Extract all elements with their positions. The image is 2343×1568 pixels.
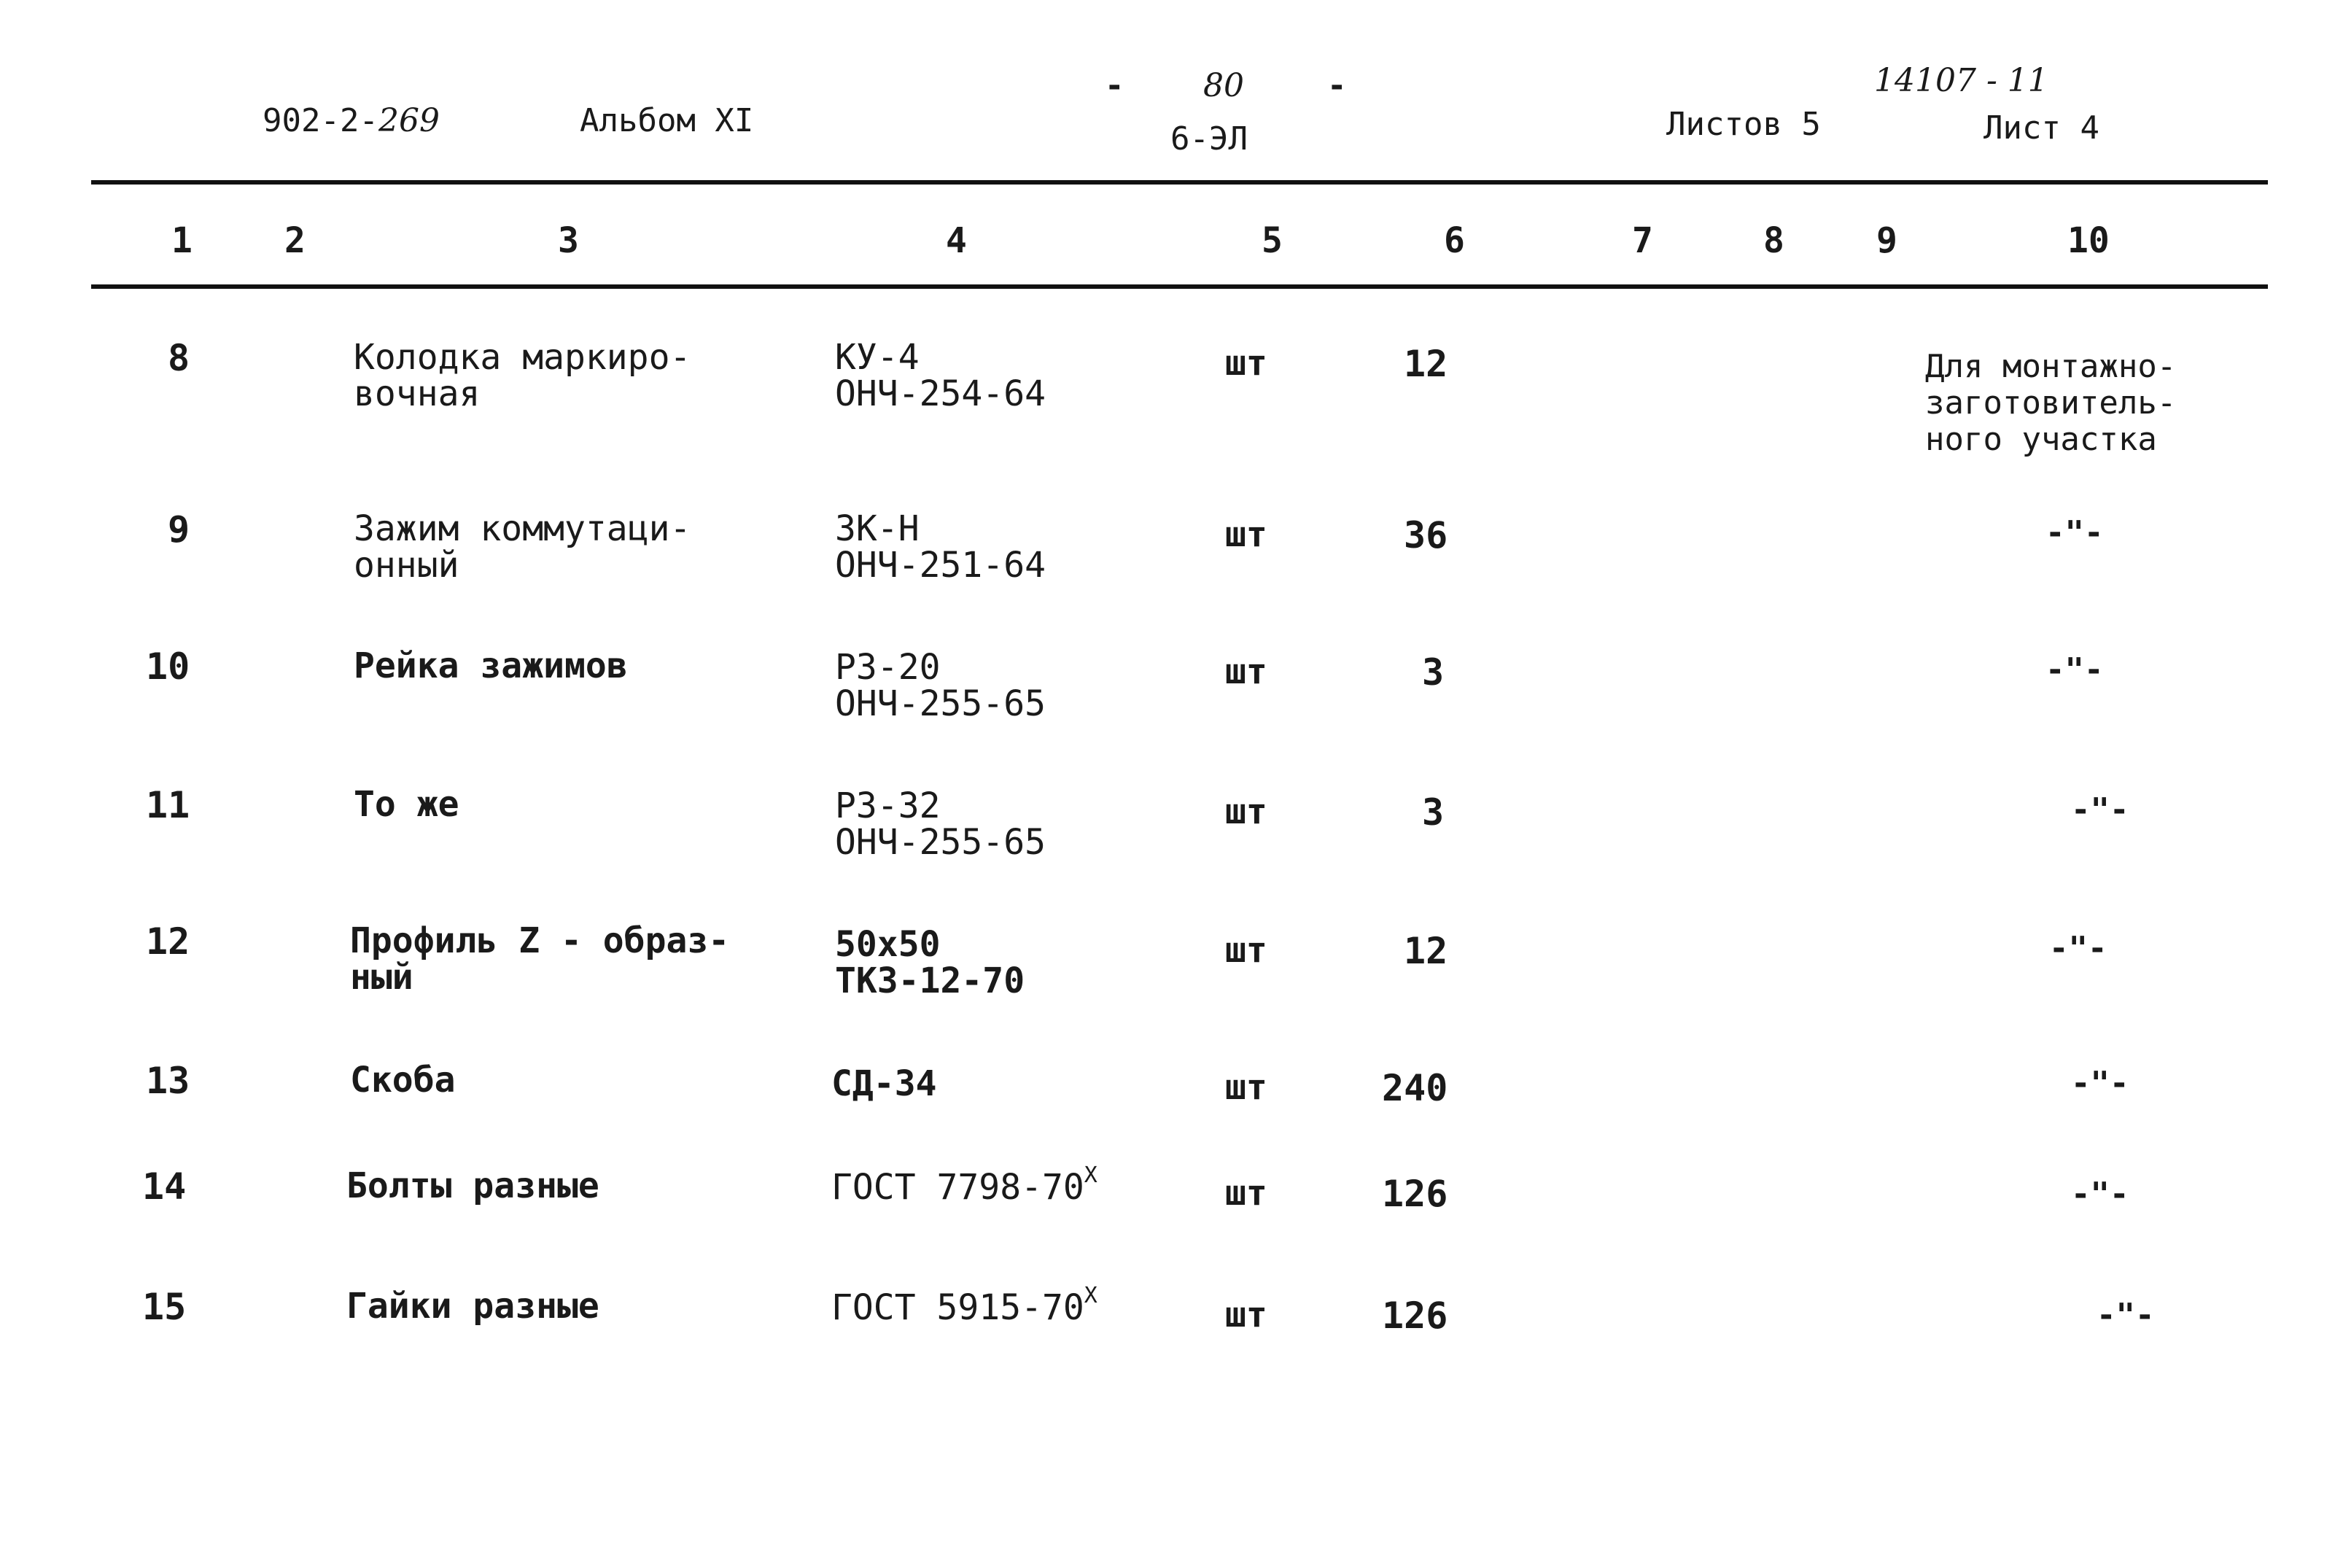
item-type — [831, 1283, 1097, 1328]
row-number: 10 — [146, 645, 190, 688]
ditto-mark: -"- — [2045, 514, 2104, 551]
document-code-handwritten: 269 — [378, 102, 440, 139]
item-type — [831, 1163, 1097, 1208]
standard-revision-mark: X — [1084, 1283, 1097, 1308]
reference-number-handwritten: 14107 - 11 — [1874, 62, 2048, 99]
row-number: 15 — [142, 1286, 187, 1328]
row-number: 14 — [142, 1165, 187, 1208]
standard-number: ГОСТ 5915-70 — [831, 1287, 1084, 1328]
item-unit: шт — [1225, 1295, 1267, 1335]
sheets-total: Листов 5 — [1666, 106, 1821, 143]
item-quantity: 36 — [1404, 514, 1448, 556]
item-quantity: 126 — [1382, 1173, 1448, 1215]
page-number: 80 — [1203, 67, 1244, 104]
item-type: ЗК-Н ОНЧ-251-64 — [835, 508, 1046, 586]
column-number-2: 2 — [284, 220, 306, 261]
item-quantity: 240 — [1382, 1067, 1448, 1109]
item-type: 50х50 ТКЗ-12-70 — [835, 924, 1025, 1001]
column-number-7: 7 — [1632, 220, 1653, 261]
item-unit: шт — [1225, 651, 1267, 692]
row-number: 12 — [146, 920, 190, 963]
item-name: Рейка зажимов — [354, 645, 628, 686]
item-name: Гайки разные — [346, 1286, 599, 1327]
row-number: 8 — [168, 337, 190, 379]
row-number: 9 — [168, 508, 190, 551]
item-name: То же — [354, 784, 459, 825]
item-quantity: 3 — [1422, 651, 1445, 694]
ditto-mark: -"- — [2071, 791, 2129, 828]
item-quantity: 3 — [1422, 791, 1445, 834]
item-name: Скоба — [350, 1060, 456, 1101]
ditto-mark: -"- — [2071, 1176, 2129, 1213]
column-number-3: 3 — [558, 220, 579, 261]
column-number-5: 5 — [1262, 220, 1283, 261]
item-type: РЗ-32 ОНЧ-255-65 — [835, 785, 1046, 863]
top-rule — [91, 180, 2268, 185]
row-number: 11 — [146, 784, 190, 826]
item-name: Зажим коммутаци- онный — [354, 508, 691, 586]
item-quantity: 12 — [1404, 930, 1448, 972]
column-number-8: 8 — [1763, 220, 1784, 261]
ditto-mark: -"- — [2071, 1065, 2129, 1102]
item-type: РЗ-20 ОНЧ-255-65 — [835, 647, 1046, 724]
album-label: Альбом XI — [580, 102, 754, 139]
item-quantity: 12 — [1404, 343, 1448, 385]
ditto-mark: -"- — [2045, 651, 2104, 688]
standard-number: ГОСТ 7798-70 — [831, 1167, 1084, 1208]
column-number-1: 1 — [171, 220, 193, 261]
item-unit: шт — [1225, 791, 1267, 832]
column-number-9: 9 — [1876, 220, 1897, 261]
ditto-mark: -"- — [2097, 1297, 2155, 1334]
item-type: СД-34 — [831, 1063, 937, 1104]
item-name: Болты разные — [346, 1165, 599, 1206]
section-code: 6-ЭЛ — [1170, 120, 1248, 158]
document-code — [263, 102, 440, 139]
column-number-10: 10 — [2067, 220, 2110, 261]
ditto-mark: -"- — [2049, 930, 2107, 967]
page-dash-left: - — [1105, 67, 1124, 104]
item-unit: шт — [1225, 514, 1267, 555]
column-number-6: 6 — [1444, 220, 1465, 261]
item-unit: шт — [1225, 1067, 1267, 1108]
item-unit: шт — [1225, 930, 1267, 971]
item-unit: шт — [1225, 1173, 1267, 1214]
document-code-prefix: 902-2- — [263, 102, 378, 139]
column-number-4: 4 — [946, 220, 967, 261]
item-unit: шт — [1225, 343, 1267, 384]
item-name: Колодка маркиро- вочная — [354, 337, 691, 414]
item-quantity: 126 — [1382, 1295, 1448, 1337]
page-dash-right: - — [1327, 67, 1347, 104]
standard-revision-mark: X — [1084, 1163, 1097, 1188]
item-name: Профиль Z - образ- ный — [350, 920, 730, 998]
sheet-number: Лист 4 — [1983, 109, 2099, 147]
column-header-rule — [91, 284, 2268, 289]
item-note: Для монтажно- заготовитель- ного участка — [1925, 348, 2177, 458]
item-type: КУ-4 ОНЧ-254-64 — [835, 337, 1046, 414]
row-number: 13 — [146, 1060, 190, 1102]
